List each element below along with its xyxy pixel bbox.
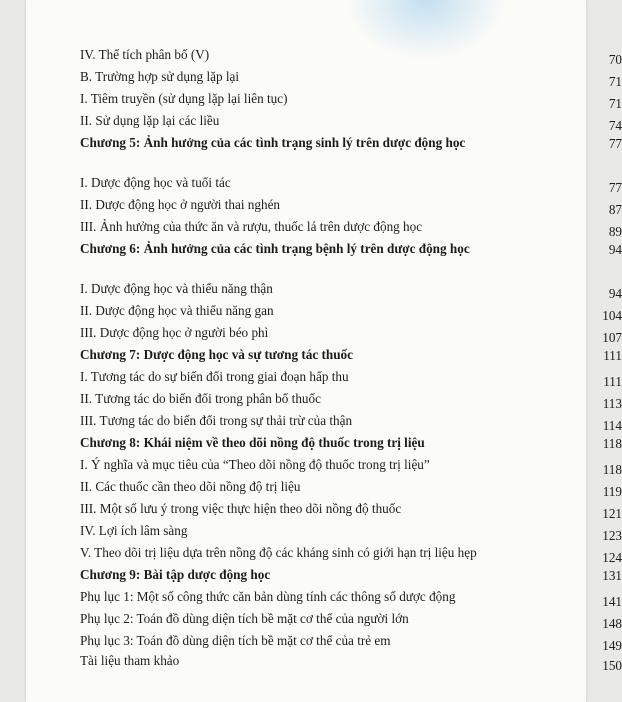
toc-page-number: 77: [608, 136, 622, 151]
toc-entry-title: III. Một số lưu ý trong việc thực hiện theo dõi nồng độ thuốc: [80, 501, 402, 516]
toc-entry: [80, 479, 622, 499]
toc-entry: [80, 91, 622, 111]
toc-page-number: 150: [602, 658, 622, 673]
toc-entry-title: Phụ lục 3: Toán đồ dùng diện tích bề mặt cơ thể của trẻ em: [80, 633, 391, 648]
toc-entry-title: III. Tương tác do biến đổi trong sự thải trừ của thận: [80, 413, 353, 428]
toc-entry: [80, 175, 622, 195]
toc-entry: [80, 391, 622, 411]
toc-page-number: 131: [602, 568, 622, 583]
toc-entry: [80, 545, 622, 565]
toc-chapter-heading: [80, 348, 622, 362]
toc-page-number: 111: [603, 348, 622, 363]
toc-entry: [80, 69, 622, 89]
toc-page-number: 149: [602, 638, 622, 653]
toc-entry: [80, 197, 622, 217]
toc-entry: [80, 653, 622, 673]
toc-chapter-heading: [80, 436, 622, 450]
toc-page-number: 111: [603, 374, 622, 389]
toc-entry-title: II. Các thuốc cần theo dõi nồng độ trị liệu: [80, 479, 301, 494]
toc-entry: [80, 501, 622, 521]
toc-page-number: 123: [602, 528, 622, 543]
toc-page-number: 118: [602, 462, 622, 477]
toc-entry: [80, 633, 622, 653]
toc-page-number: 124: [602, 550, 622, 565]
toc-entry-title: Phụ lục 1: Một số công thức căn bản dùng tính các thông số dược động: [80, 589, 456, 604]
toc-entry-title: II. Sử dụng lặp lại các liều: [80, 113, 220, 128]
toc-entry-title: IV. Lợi ích lâm sàng: [80, 523, 188, 538]
document-page: [26, 0, 622, 702]
toc-entry-title: Chương 9: Bài tập dược động học: [80, 567, 271, 582]
toc-page-number: 71: [608, 96, 622, 111]
toc-page-number: 119: [602, 484, 622, 499]
toc-entry-title: II. Tương tác do biến đổi trong phân bố thuốc: [80, 391, 321, 406]
toc-chapter-heading: [80, 568, 622, 582]
toc-entry-title: II. Dược động học ở người thai nghén: [80, 197, 281, 212]
toc-page-number: 121: [602, 506, 622, 521]
toc-page-number: 113: [602, 396, 622, 411]
toc-entry-title: Chương 8: Khái niệm về theo dõi nồng độ thuốc trong trị liệu: [80, 435, 425, 450]
toc-page-number: 94: [608, 286, 622, 301]
toc-entry-title: Chương 6: Ảnh hưởng của các tình trạng bệnh lý trên dược động học: [80, 241, 470, 256]
toc-chapter-heading: [80, 136, 622, 150]
toc-entry: [80, 589, 622, 609]
toc-entry: [80, 219, 622, 239]
toc-page-number: 71: [608, 74, 622, 89]
toc-page-number: 74: [608, 118, 622, 133]
toc-entry-title: Chương 5: Ảnh hưởng của các tình trạng sinh lý trên dược động học: [80, 135, 466, 150]
toc-entry: [80, 369, 622, 389]
toc-entry-title: Phụ lục 2: Toán đồ dùng diện tích bề mặt cơ thể của người lớn: [80, 611, 409, 626]
toc-page-number: 118: [602, 436, 622, 451]
toc-page-number: 89: [608, 224, 622, 239]
toc-entry-title: I. Tiêm truyền (sử dụng lặp lại liên tục): [80, 91, 288, 106]
toc-page-number: 141: [602, 594, 622, 609]
toc-entry-title: III. Ảnh hưởng của thức ăn và rượu, thuốc lá trên dược động học: [80, 219, 423, 234]
toc-entry: [80, 325, 622, 345]
toc-page-number: 107: [602, 330, 622, 345]
toc-entry: [80, 611, 622, 631]
toc-entry-title: B. Trường hợp sử dụng lặp lại: [80, 69, 240, 84]
toc-page-number: 94: [608, 242, 622, 257]
toc-page-number: 148: [602, 616, 622, 631]
toc-chapter-heading: [80, 242, 622, 256]
toc-entry-title: Chương 7: Dược động học và sự tương tác thuốc: [80, 347, 354, 362]
toc-entry-title: V. Theo dõi trị liệu dựa trên nồng độ các kháng sinh có giới hạn trị liệu hẹp: [80, 545, 477, 560]
toc-entry: [80, 303, 622, 323]
toc-entry: [80, 457, 622, 477]
toc-entry: [80, 523, 622, 543]
toc-entry-title: IV. Thể tích phân bố (V): [80, 47, 210, 62]
toc-entry-title: I. Dược động học và thiểu năng thận: [80, 281, 273, 296]
toc-entry: [80, 113, 622, 133]
toc-entry: [80, 47, 622, 67]
toc-page-number: 87: [608, 202, 622, 217]
toc-entry-title: Tài liệu tham khảo: [80, 653, 180, 668]
toc-entry-title: II. Dược động học và thiểu năng gan: [80, 303, 274, 318]
toc-page-number: 114: [602, 418, 622, 433]
toc-entry-title: I. Dược động học và tuổi tác: [80, 175, 231, 190]
toc-page-number: 77: [608, 180, 622, 195]
toc-entry: [80, 413, 622, 433]
toc-entry-title: III. Dược động học ở người béo phì: [80, 325, 269, 340]
toc-page-number: 70: [608, 52, 622, 67]
toc-entry-title: I. Tương tác do sự biến đổi trong giai đoạn hấp thu: [80, 369, 349, 384]
toc-entry: [80, 281, 622, 301]
toc-page-number: 104: [602, 308, 622, 323]
toc-entry-title: I. Ý nghĩa và mục tiêu của “Theo dõi nồng độ thuốc trong trị liệu”: [80, 457, 430, 472]
